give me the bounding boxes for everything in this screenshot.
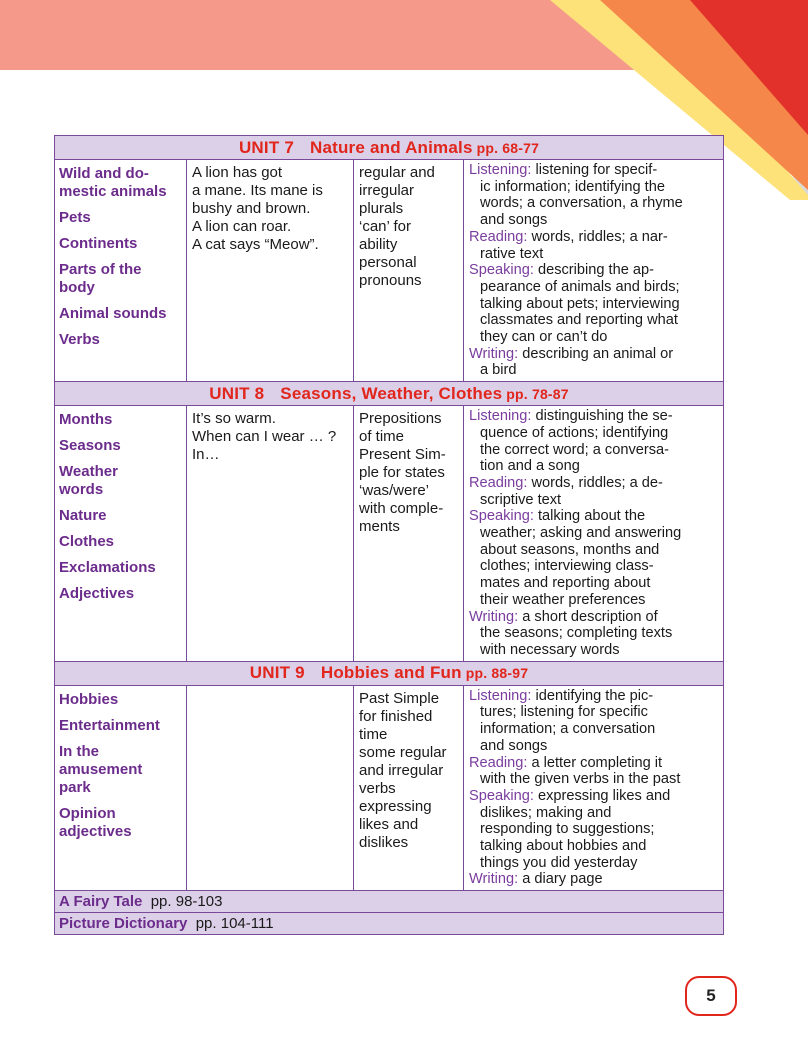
vocabulary-topic: Pets	[59, 209, 91, 226]
unit-number: UNIT 9	[249, 663, 305, 683]
vocabulary-cell	[55, 406, 187, 662]
skill-item	[469, 475, 718, 508]
vocabulary-topic: Weather words	[59, 463, 118, 499]
unit-heading	[209, 384, 569, 403]
skill-label: Speaking:	[469, 787, 534, 804]
skill-label: Listening:	[469, 162, 532, 178]
vocabulary-topic: Animal sounds	[59, 305, 167, 322]
skill-text: words, riddles; a de- scriptive text	[480, 474, 663, 508]
vocabulary-topic: Clothes	[59, 533, 115, 551]
phrases-cell	[187, 160, 354, 382]
unit-heading	[239, 138, 539, 157]
unit-name: Seasons, Weather, Clothes	[280, 383, 503, 403]
grammar-item: some regular and irregular verbs	[359, 743, 447, 797]
vocabulary-cell	[55, 685, 187, 890]
skill-label: Writing:	[469, 345, 519, 362]
grammar-item: ‘can’ for ability	[359, 218, 411, 253]
unit-heading	[250, 663, 528, 682]
skill-text: a diary page	[518, 871, 603, 888]
extra-pages: pp. 104-111	[195, 915, 274, 933]
extra-cell	[55, 913, 724, 935]
skill-item	[469, 508, 718, 608]
skill-item	[469, 788, 718, 872]
vocabulary-topic: Parts of the body	[59, 261, 142, 296]
vocabulary-topic: In the amusement park	[59, 742, 143, 796]
phrase: It’s so warm.	[192, 410, 276, 428]
grammar-item: expressing likes and dislikes	[359, 797, 432, 851]
skill-text: describing an animal or a bird	[480, 345, 674, 379]
page-number: 5	[685, 976, 737, 1016]
skill-label: Reading:	[469, 754, 528, 771]
unit-header-cell	[55, 136, 724, 160]
skill-text: words, riddles; a nar- rative text	[480, 228, 668, 262]
unit-name: Hobbies and Fun	[320, 663, 462, 683]
phrase: When can I wear … ?	[192, 428, 337, 446]
skill-text: expressing likes and dislikes; making and responding to suggestions; talking about hobbies and things you did yesterday	[480, 787, 671, 871]
vocabulary-topic: Hobbies	[59, 690, 119, 708]
unit-body-row	[55, 406, 724, 662]
unit-name: Nature and Animals	[309, 137, 473, 157]
unit-header-cell	[55, 661, 724, 685]
skill-item	[469, 609, 718, 659]
unit-pages: pp. 68-77	[476, 139, 540, 156]
grammar-item: Present Sim- ple for states	[359, 446, 446, 482]
skill-label: Reading:	[469, 474, 528, 491]
skill-text: a letter completing it with the given verbs in the past	[480, 754, 681, 788]
vocabulary-topic: Verbs	[59, 331, 100, 348]
skill-item	[469, 346, 718, 379]
unit-body-row	[55, 160, 724, 382]
phrase: A lion can roar.	[192, 218, 292, 235]
skill-item	[469, 688, 718, 755]
skill-label: Writing:	[469, 608, 519, 625]
unit-pages: pp. 88-97	[465, 665, 529, 682]
skill-text: listening for specif- ic information; identifying the words; a conversation, a rhyme and songs	[480, 162, 683, 229]
skill-label: Listening:	[469, 408, 532, 425]
vocabulary-cell	[55, 160, 187, 382]
phrases-cell	[187, 406, 354, 662]
phrase: A lion has got a mane. Its mane is bushy and brown.	[192, 164, 323, 217]
skill-label: Writing:	[469, 871, 519, 888]
grammar-item: regular and irregular plurals	[359, 164, 435, 217]
unit-header-cell	[55, 382, 724, 406]
vocabulary-topic: Entertainment	[59, 716, 160, 734]
extra-row	[55, 891, 724, 913]
skill-label: Speaking:	[469, 508, 534, 525]
skill-text: distinguishing the se- quence of actions; identifying the correct word; a conversa- tion and a song	[480, 408, 673, 475]
extra-cell	[55, 891, 724, 913]
skill-item	[469, 262, 718, 346]
grammar-cell	[354, 406, 464, 662]
skill-text: talking about the weather; asking and answering about seasons, months and clothes; interviewing class- mates and reporting about their weather preferences	[480, 508, 682, 608]
vocabulary-topic: Opinion adjectives	[59, 804, 132, 840]
phrase: A cat says “Meow”.	[192, 236, 319, 253]
skills-cell	[464, 160, 724, 382]
skills-cell	[464, 685, 724, 890]
extra-pages: pp. 98-103	[150, 893, 223, 911]
extra-row	[55, 913, 724, 935]
unit-pages: pp. 78-87	[506, 385, 569, 402]
grammar-cell	[354, 685, 464, 890]
skill-label: Speaking:	[469, 262, 534, 279]
skill-item	[469, 755, 718, 788]
phrase: In…	[192, 446, 220, 464]
unit-header-row	[55, 661, 724, 685]
skill-text: identifying the pic- tures; listening for specific information; a conversation and songs	[480, 687, 656, 754]
skill-item	[469, 229, 718, 262]
skill-text: a short description of the seasons; completing texts with necessary words	[480, 608, 673, 658]
unit-number: UNIT 8	[209, 383, 265, 403]
unit-number: UNIT 7	[238, 137, 294, 157]
skill-text: describing the ap- pearance of animals and birds; talking about pets; interviewing classmates and reporting what they can or can’t do	[480, 262, 680, 346]
unit-header-row	[55, 382, 724, 406]
skill-label: Reading:	[469, 228, 528, 245]
vocabulary-topic: Exclamations	[59, 559, 156, 577]
vocabulary-topic: Months	[59, 411, 113, 429]
unit-body-row	[55, 685, 724, 890]
skills-cell	[464, 406, 724, 662]
unit-header-row	[55, 136, 724, 160]
grammar-item: personal pronouns	[359, 254, 422, 289]
grammar-item: ‘was/were’ with comple- ments	[359, 482, 444, 536]
skill-item	[469, 871, 718, 888]
extra-title: Picture Dictionary	[59, 915, 188, 933]
extra-title: A Fairy Tale	[59, 893, 143, 911]
vocabulary-topic: Wild and do- mestic animals	[59, 165, 167, 200]
grammar-item: Past Simple for finished time	[359, 689, 440, 743]
skill-item	[469, 162, 718, 229]
skill-item	[469, 408, 718, 475]
phrases-cell	[187, 685, 354, 890]
grammar-cell	[354, 160, 464, 382]
skill-label: Listening:	[469, 687, 532, 704]
vocabulary-topic: Seasons	[59, 437, 121, 455]
vocabulary-topic: Adjectives	[59, 585, 135, 603]
vocabulary-topic: Nature	[59, 507, 107, 525]
contents-table	[54, 135, 724, 935]
grammar-item: Prepositions of time	[359, 410, 442, 446]
vocabulary-topic: Continents	[59, 235, 138, 252]
